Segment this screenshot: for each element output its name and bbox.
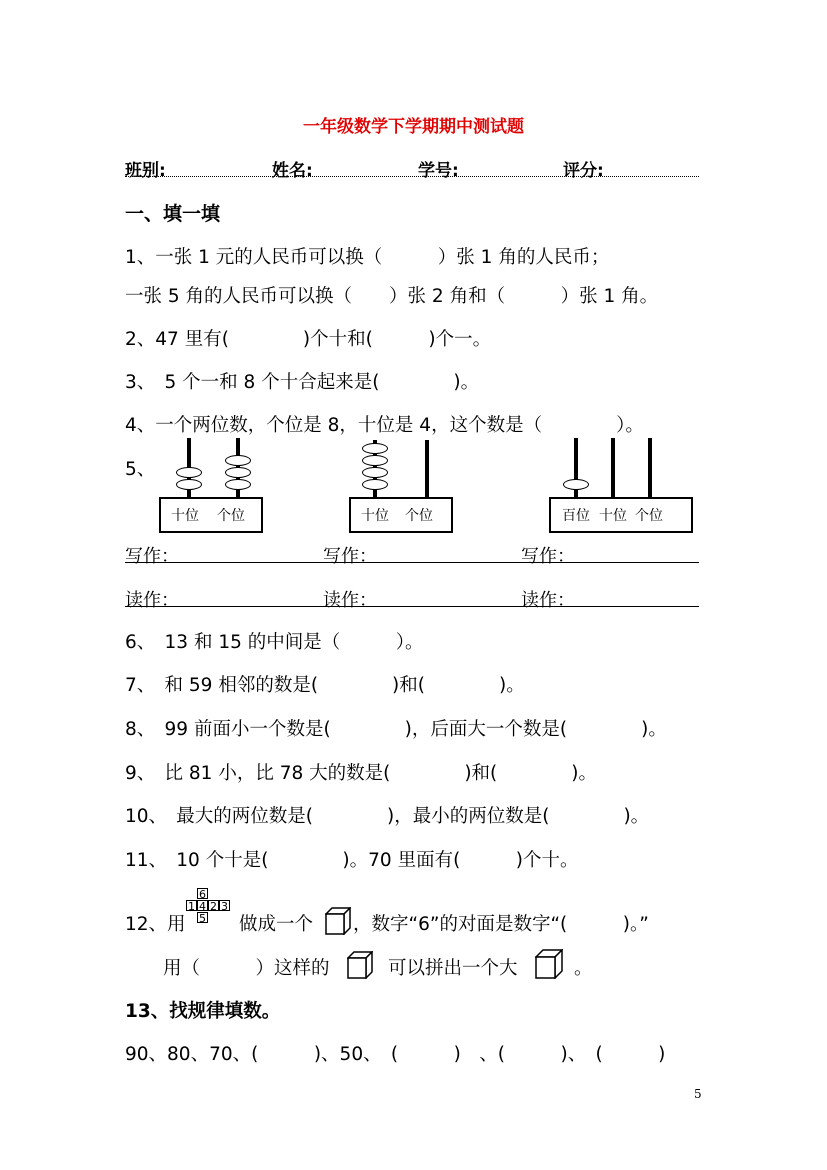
question-12-middle: 做成一个 [239,914,314,935]
question-5: 5、 [125,459,156,480]
header-dotted-line [125,176,699,177]
cube-icon [325,907,351,935]
write-answer-line [125,562,699,563]
question-12-prefix: 12、用 [125,914,186,935]
abacus-3-tens-rod [611,438,615,498]
cube-net-figure [186,888,238,924]
page-number: 5 [694,1087,702,1101]
score-label: 评分: [563,161,604,181]
abacus-bead [225,467,251,478]
abacus-3-ones-rod [648,438,652,498]
name-label: 姓名: [272,161,313,181]
cube-net-face: 3 [221,900,228,913]
abacus-bead [176,467,202,478]
abacus-2-label-box [349,497,453,533]
abacus-bead [225,479,251,490]
write-label-1: 写作： [125,546,179,567]
abacus-3-ones-label: 个位 [635,508,663,524]
question-13-heading: 13、找规律填数。 [125,1001,281,1022]
question-3: 3、 5 个一和 8 个十合起来是( )。 [125,372,480,393]
abacus-bead [225,455,251,466]
cube-net-face: 4 [199,900,206,913]
abacus-3-label-box [549,497,693,533]
small-cube-icon [347,951,373,979]
abacus-2-tens-label: 十位 [361,508,389,524]
abacus-bead [362,455,388,466]
abacus-2-ones-rod [425,440,429,498]
read-label-1: 读作： [125,590,179,611]
question-8: 8、 99 前面小一个数是( )，后面大一个数是( )。 [125,719,667,740]
question-12b-end: 。 [574,958,593,979]
cube-net-face-bottom: 5 [199,912,206,925]
read-answer-line [125,606,699,607]
write-label-3: 写作： [521,546,575,567]
class-label: 班别: [125,161,166,181]
abacus-3-tens-label: 十位 [599,508,627,524]
cube-net-face: 1 [188,900,195,913]
abacus-bead [563,479,589,490]
question-13: 90、80、70、( )、50、 ( ) 、( )、 ( ) [125,1044,666,1065]
page-title: 一年级数学下学期期中测试题 [303,117,524,137]
student-number-label: 学号: [418,161,459,181]
question-6: 6、 13 和 15 的中间是（ ）。 [125,632,424,653]
write-label-2: 写作： [323,546,377,567]
question-12b-prefix: 用（ ）这样的 [163,958,330,979]
question-1b: 一张 5 角的人民币可以换（ ）张 2 角和（ ）张 1 角。 [125,286,659,307]
question-1a: 1、一张 1 元的人民币可以换（ ）张 1 角的人民币； [125,247,610,268]
abacus-bead [362,443,388,454]
section-fill-in-heading: 一、填一填 [125,203,221,225]
question-10: 10、 最大的两位数是( )，最小的两位数是( )。 [125,806,650,827]
question-12b-middle: 可以拼出一个大 [388,958,518,979]
read-label-2: 读作： [323,590,377,611]
abacus-bead [362,467,388,478]
abacus-1-ones-label: 个位 [217,508,245,524]
abacus-bead [176,479,202,490]
read-label-3: 读作： [521,590,575,611]
large-cube-icon [535,949,563,979]
question-2: 2、47 里有( )个十和( )个一。 [125,329,492,350]
question-12-suffix: ，数字“6”的对面是数字“( )。” [353,914,649,935]
abacus-bead [362,479,388,490]
abacus-3-hundreds-label: 百位 [562,508,590,524]
cube-net-face: 2 [210,900,217,913]
abacus-1-tens-label: 十位 [171,508,199,524]
abacus-1-label-box [159,497,263,533]
question-11: 11、 10 个十是( )。70 里面有( )个十。 [125,850,579,871]
question-7: 7、 和 59 相邻的数是( )和( )。 [125,675,525,696]
abacus-2-ones-label: 个位 [405,508,433,524]
cube-net-face-top: 6 [199,888,206,901]
question-4: 4、一个两位数，个位是 8，十位是 4，这个数是（ ）。 [125,415,644,436]
question-9: 9、 比 81 小，比 78 大的数是( )和( )。 [125,763,597,784]
